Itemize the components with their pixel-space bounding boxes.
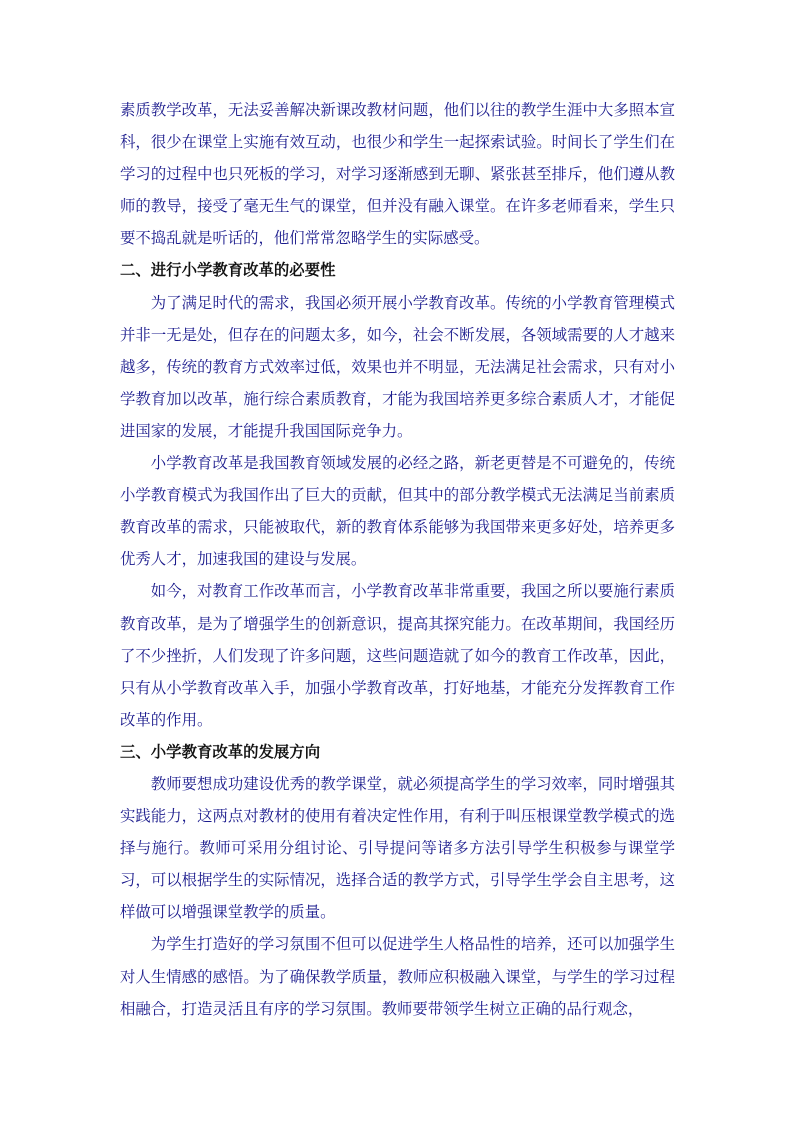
paragraph: 如今，对教育工作改革而言，小学教育改革非常重要，我国之所以要施行素质教育改革，是为了增强学生的创新意识，提高其探究能力。在改革期间，我国经历了不少挫折，人们发现了许多问题，这些问题造就了如今的教育工作改革，因此，只有从小学教育改革入手，加强小学教育改革，打好地基，才能充分发挥教育工作改革的作用。 [120,582,675,729]
section-heading-3: 三、小学教育改革的发展方向 [120,742,321,761]
paragraph: 小学教育改革是我国教育领域发展的必经之路，新老更替是不可避免的，传统小学教育模式为我国作出了巨大的贡献，但其中的部分教学模式无法满足当前素质教育改革的需求，只能被取代，新的教育体系能够为我国带来更多好处，培养更多优秀人才，加速我国的建设与发展。 [120,454,675,569]
paragraph-continued: 素质教学改革，无法妥善解决新课改教材问题，他们以往的教学生涯中大多照本宣科，很少在课堂上实施有效互动，也很少和学生一起探索试验。时间长了学生们在学习的过程中也只死板的学习，对学习逐渐感到无聊、紧张甚至排斥，他们遵从教师的教导，接受了毫无生气的课堂，但并没有融入课堂。在许多老师看来，学生只要不捣乱就是听话的，他们常常忽略学生的实际感受。 [120,101,675,248]
section-heading-2: 二、进行小学教育改革的必要性 [120,261,336,280]
paragraph: 为学生打造好的学习氛围不但可以促进学生人格品性的培养，还可以加强学生对人生情感的感悟。为了确保教学质量，教师应积极融入课堂，与学生的学习过程相融合，打造灵活且有序的学习氛围。教师要带领学生树立正确的品行观念， [120,935,675,1018]
paragraph: 为了满足时代的需求，我国必须开展小学教育改革。传统的小学教育管理模式并非一无是处，但存在的问题太多，如今，社会不断发展，各领域需要的人才越来越多，传统的教育方式效率过低，效果也并不明显，无法满足社会需求，只有对小学教育加以改革，施行综合素质教育，才能为我国培养更多综合素质人才，才能促进国家的发展，才能提升我国国际竞争力。 [120,293,675,440]
document-body [120,94,675,1025]
paragraph: 教师要想成功建设优秀的教学课堂，就必须提高学生的学习效率，同时增强其实践能力，这两点对教材的使用有着决定性作用，有利于叫压根课堂教学模式的选择与施行。教师可采用分组讨论、引导提问等诸多方法引导学生积极参与课堂学习，可以根据学生的实际情况，选择合适的教学方式，引导学生学会自主思考，这样做可以增强课堂教学的质量。 [120,774,675,922]
